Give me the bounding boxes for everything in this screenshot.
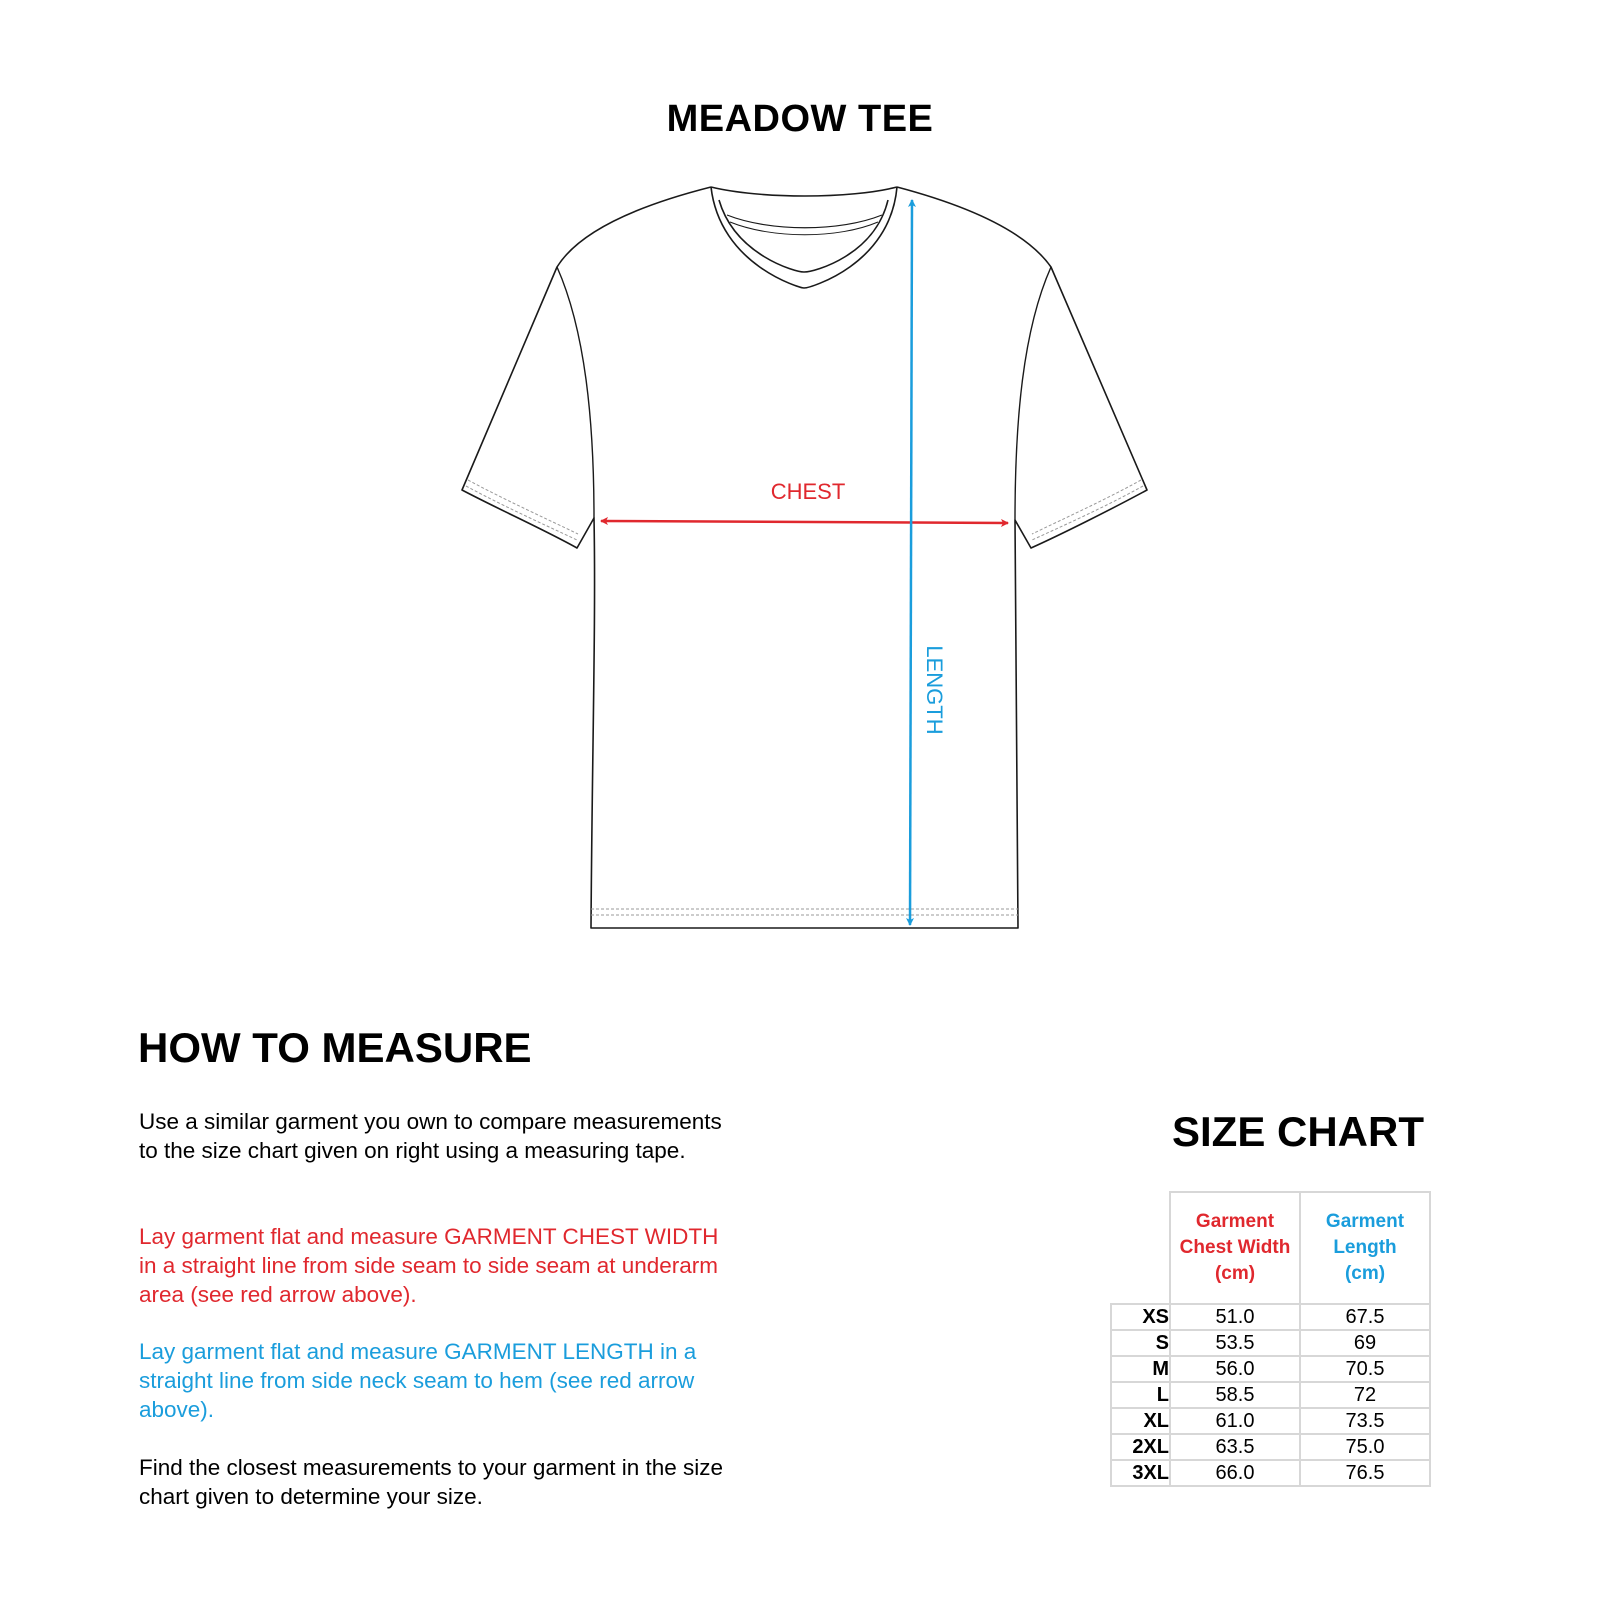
- size-label: S: [1111, 1330, 1170, 1356]
- size-label: L: [1111, 1382, 1170, 1408]
- chest-label: CHEST: [770, 479, 846, 504]
- length-arrow: [910, 200, 912, 925]
- intro-text: Use a similar garment you own to compare measurements to the size chart given on right using a measuring tape.: [139, 1109, 722, 1163]
- table-row: [1111, 1408, 1430, 1434]
- chest-value: 66.0: [1170, 1460, 1300, 1486]
- chest-value: 51.0: [1170, 1304, 1300, 1330]
- length-label: LENGTH: [922, 645, 947, 735]
- header-line: Length: [1333, 1237, 1397, 1258]
- size-chart-heading: SIZE CHART: [1172, 1108, 1424, 1155]
- how-to-measure-heading: HOW TO MEASURE: [138, 1024, 532, 1071]
- length-value: 75.0: [1300, 1434, 1430, 1460]
- length-value: 76.5: [1300, 1460, 1430, 1486]
- chest-value: 53.5: [1170, 1330, 1300, 1356]
- corner-blank: [1111, 1192, 1170, 1304]
- closing-text: Find the closest measurements to your garment in the size chart given to determine your size.: [139, 1455, 724, 1509]
- chest-value: 56.0: [1170, 1356, 1300, 1382]
- size-label: XL: [1111, 1408, 1170, 1434]
- header-line: (cm): [1214, 1263, 1256, 1284]
- header-line: (cm): [1344, 1263, 1386, 1284]
- tee-outline: [462, 187, 1147, 928]
- size-label: 2XL: [1111, 1434, 1170, 1460]
- header-line: Chest Width: [1179, 1237, 1291, 1258]
- table-row: [1111, 1382, 1430, 1408]
- size-label: XS: [1111, 1304, 1170, 1330]
- table-row: [1111, 1304, 1430, 1330]
- chest-arrow: [601, 521, 1008, 523]
- table-row: [1111, 1356, 1430, 1382]
- length-header: [1300, 1192, 1430, 1304]
- chest-value: 61.0: [1170, 1408, 1300, 1434]
- length-value: 69: [1300, 1330, 1430, 1356]
- header-line: Garment: [1195, 1211, 1275, 1232]
- table-row: [1111, 1460, 1430, 1486]
- table-row: [1111, 1434, 1430, 1460]
- length-value: 67.5: [1300, 1304, 1430, 1330]
- chest-value: 58.5: [1170, 1382, 1300, 1408]
- table-row: [1111, 1330, 1430, 1356]
- chest-instruction: Lay garment flat and measure GARMENT CHEST WIDTH in a straight line from side seam to side seam at underarm area (see red arrow above).: [139, 1224, 719, 1307]
- stitch-lines: [466, 480, 1143, 915]
- size-label: 3XL: [1111, 1460, 1170, 1486]
- product-title: MEADOW TEE: [666, 98, 934, 140]
- length-value: 72: [1300, 1382, 1430, 1408]
- length-instruction: Lay garment flat and measure GARMENT LENGTH in a straight line from side neck seam to hem (see red arrow above).: [139, 1339, 697, 1422]
- header-line: Garment: [1325, 1211, 1405, 1232]
- chest-width-header: [1170, 1192, 1300, 1304]
- size-label: M: [1111, 1356, 1170, 1382]
- length-value: 73.5: [1300, 1408, 1430, 1434]
- size-chart-table: [1110, 1191, 1431, 1487]
- chest-value: 63.5: [1170, 1434, 1300, 1460]
- length-value: 70.5: [1300, 1356, 1430, 1382]
